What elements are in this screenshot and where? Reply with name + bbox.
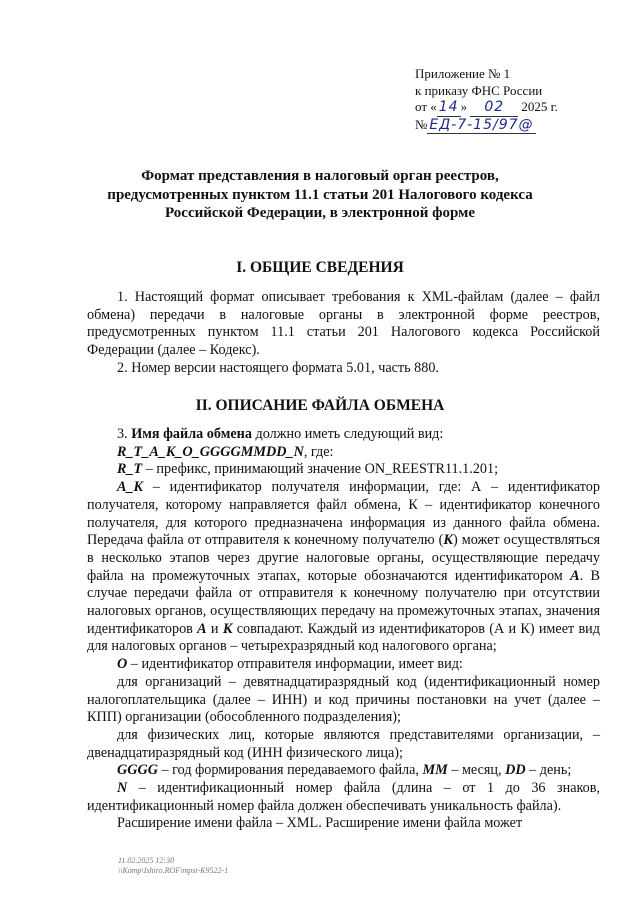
date-day: 14: [438, 99, 459, 115]
filename-pattern: [87, 444, 600, 462]
stamp-line-1: 11.02.2025 12:30: [118, 856, 175, 865]
appendix-number: [415, 117, 625, 135]
date-mid: »: [460, 99, 468, 114]
n-code: N: [117, 780, 128, 797]
pattern-suffix: , где:: [303, 443, 334, 460]
appendix-line-1: Приложение № 1: [415, 66, 511, 81]
pattern-code: R_T_A_K_O_GGGGMMDD_N: [117, 443, 304, 460]
ak-code: A_K: [117, 479, 144, 496]
p3-num: 3.: [117, 426, 132, 442]
rt-code: R_T: [117, 461, 143, 478]
dd-code: DD: [505, 762, 526, 779]
section-2-heading: II. ОПИСАНИЕ ФАЙЛА ОБМЕНА: [195, 397, 445, 414]
rt-text: – префикс, принимающий значение ON_REESTR11.1.201;: [142, 461, 499, 478]
section-1-body: [87, 289, 600, 378]
extension-paragraph: Расширение имени файла – XML. Расширение имени файла может: [117, 815, 523, 832]
date-definition: [87, 762, 600, 780]
ak-text-2: ) может осуществляться в несколько этапов через другие налоговые органы, осуществляющие передачу файла на промежуточных этапах, которые обозначаются идентификатором: [87, 532, 600, 584]
rt-definition: [87, 461, 600, 479]
dd-text: – день;: [525, 762, 572, 779]
appendix-date: [415, 99, 625, 117]
paragraph-2: 2. Номер версии настоящего формата 5.01, часть 880.: [117, 359, 439, 376]
document-title: [80, 167, 560, 223]
ak-k-2: К: [222, 620, 233, 637]
stamp-line-2: \\Komp\Ishiro.ROF\mpst-K9522-1: [118, 866, 229, 875]
ak-a-1: А: [570, 567, 580, 584]
number-prefix: №: [415, 116, 428, 132]
appendix-block: [415, 66, 625, 134]
title-line-1: Формат представления в налоговый орган реестров,: [141, 168, 499, 184]
print-stamp: [118, 856, 228, 876]
gggg-code: GGGG: [117, 762, 158, 779]
n-text: – идентификационный номер файла (длина – от 1 до 36 знаков, идентификационный номер файла должен обеспечивать уникальность файла).: [87, 780, 600, 814]
date-month: 02: [470, 99, 518, 117]
org-definition: для организаций – девятнадцатиразрядный код (идентификационный номер налогоплательщика (далее – ИНН) и код причины постановки на учет (далее – КПП) организации (обособленного подразделения);: [87, 673, 600, 726]
ak-and: и: [206, 620, 223, 637]
o-code: O: [117, 656, 128, 673]
mm-code: MM: [422, 762, 448, 779]
paragraph-3: [87, 426, 600, 444]
ak-text-3: . В случае передачи файла от отправителя к конечному получателю при отсутствии налоговых органов, осуществляющих передачу на промежуточных этапах, значения идентификаторов: [87, 567, 601, 637]
ak-text-1: – идентификатор получателя информации, где: А – идентификатор получателя, которому направляется файл обмена, К – идентификатор конечного получателя, для которого предназначена информация из данного файла обмена. Передача файла от отправителя к конечному получателю (: [87, 479, 600, 549]
appendix-line-2: к приказу ФНС России: [415, 82, 543, 98]
o-definition: [87, 656, 600, 674]
mm-text: – месяц,: [447, 762, 506, 779]
section-2-body: [87, 426, 600, 833]
o-text: – идентификатор отправителя информации, имеет вид:: [127, 656, 463, 673]
title-line-3: Российской Федерации, в электронной форме: [165, 205, 475, 221]
order-number: ЕД-7-15/97@: [429, 116, 534, 133]
title-line-2: предусмотренных пунктом 11.1 статьи 201 Налогового кодекса: [107, 186, 533, 203]
gggg-text: – год формирования передаваемого файла,: [157, 762, 423, 779]
ak-a-2: А: [197, 620, 207, 637]
ak-definition: [87, 479, 600, 656]
date-prefix: от «: [415, 99, 437, 114]
p3-rest: должно иметь следующий вид:: [251, 426, 444, 442]
ak-text-4: совпадают. Каждый из идентификаторов (А и К) имеет вид для налоговых органов – четырехразрядный код налогового органа;: [87, 620, 600, 655]
n-definition: [87, 780, 600, 815]
ak-k-1: К: [443, 532, 454, 549]
date-year: 2025 г.: [521, 99, 558, 114]
phys-definition: для физических лиц, которые являются представителями организации, – двенадцатиразрядный код (ИНН физического лица);: [87, 726, 600, 761]
p3-bold: Имя файла обмена: [131, 426, 252, 442]
paragraph-1: 1. Настоящий формат описывает требования к XML-файлам (далее – файл обмена) передачи в налоговые органы в электронной форме реестров, предусмотренных пунктом 11.1 статьи 201 Налогового кодекса Российской Федерации (далее – Кодекс).: [87, 289, 600, 359]
section-1-heading: I. ОБЩИЕ СВЕДЕНИЯ: [236, 259, 404, 276]
